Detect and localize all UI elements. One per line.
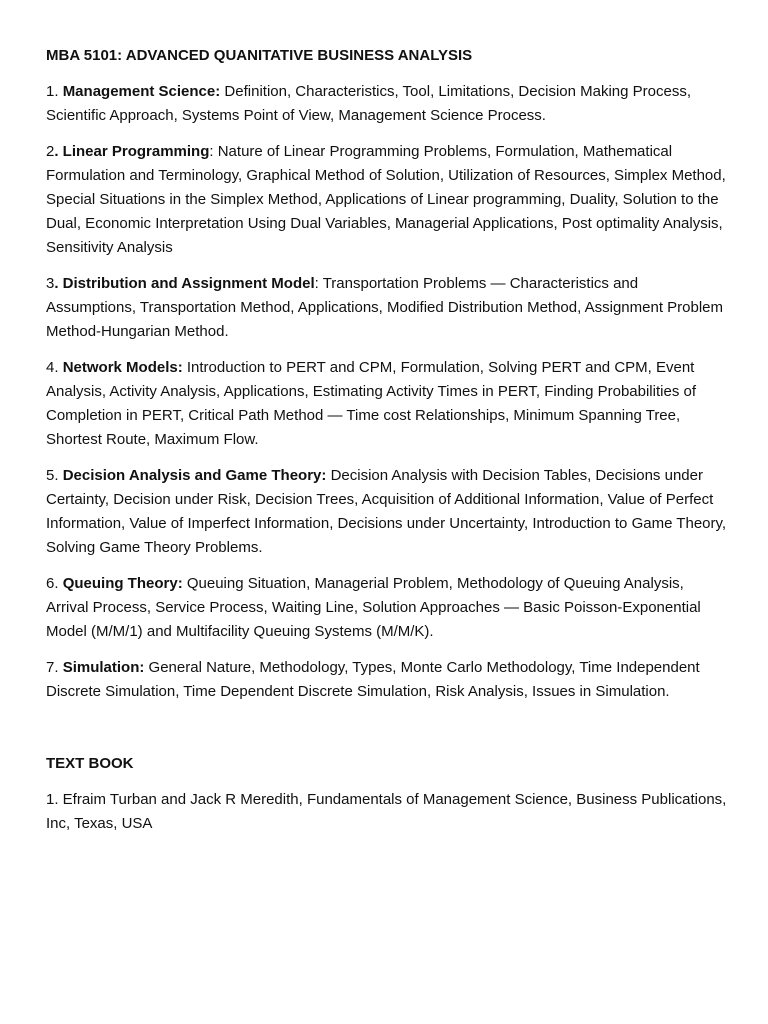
- topic-heading: Network Models:: [62, 359, 183, 376]
- topic-4: [46, 356, 728, 452]
- topic-body: Decision Analysis with Decision Tables, Decisions under Certainty, Decision under Risk, Decision Trees, Acquisition of Additional Information, Value of Perfect Information, Value of Imperfect Information, Decisions under Uncertainty, Introduction to Game Theory, Solving Game Theory Problems.: [46, 467, 727, 556]
- topic-body: : Nature of Linear Programming Problems, Formulation, Mathematical Formulation and Terminology, Graphical Method of Solution, Utilization of Resources, Simplex Method, Special Situations in the Simplex Method, Applications of Linear programming, Duality, Solution to the Dual, Economic Interpretation Using Dual Variables, Managerial Applications, Post optimality Analysis, Sensitivity Analysis: [46, 143, 726, 256]
- topic-body: Introduction to PERT and CPM, Formulation, Solving PERT and CPM, Event Analysis, Activity Analysis, Applications, Estimating Activity Times in PERT, Finding Probabilities of Completion in PERT, Critical Path Method — Time cost Relationships, Minimum Spanning Tree, Shortest Route, Maximum Flow.: [46, 359, 696, 448]
- topic-heading: Simulation:: [62, 659, 145, 676]
- topic-number: 6.: [46, 575, 59, 592]
- textbook-heading: TEXT BOOK: [46, 755, 134, 772]
- document-page: [46, 44, 728, 836]
- topic-number: 4.: [46, 359, 59, 376]
- section-spacer: [46, 716, 728, 752]
- topic-heading: Decision Analysis and Game Theory:: [62, 467, 327, 484]
- topic-body: : Transportation Problems — Characteristics and Assumptions, Transportation Method, Applications, Modified Distribution Method, Assignment Problem Method-Hungarian Method.: [46, 275, 724, 340]
- topic-2: [46, 140, 728, 260]
- topic-body: Definition, Characteristics, Tool, Limitations, Decision Making Process, Scientific Approach, Systems Point of View, Management Science Process.: [46, 83, 691, 124]
- topic-5: [46, 464, 728, 560]
- topic-body: General Nature, Methodology, Types, Monte Carlo Methodology, Time Independent Discrete Simulation, Time Dependent Discrete Simulation, Risk Analysis, Issues in Simulation.: [46, 659, 700, 700]
- topic-3: [46, 272, 728, 344]
- topic-1: [46, 80, 728, 128]
- textbook-reference: 1. Efraim Turban and Jack R Meredith, Fundamentals of Management Science, Business Publications, Inc, Texas, USA: [46, 791, 727, 832]
- topic-number: 5.: [46, 467, 59, 484]
- topic-number: 7.: [46, 659, 59, 676]
- topic-6: [46, 572, 728, 644]
- document-title: MBA 5101: ADVANCED QUANITATIVE BUSINESS ANALYSIS: [46, 47, 473, 64]
- topic-heading: . Distribution and Assignment Model: [54, 275, 315, 292]
- topic-heading: Management Science:: [62, 83, 221, 100]
- topic-heading: Queuing Theory:: [62, 575, 183, 592]
- topic-number: 3: [46, 275, 55, 292]
- topic-number: 2: [46, 143, 55, 160]
- topic-heading: . Linear Programming: [54, 143, 210, 160]
- topic-number: 1.: [46, 83, 59, 100]
- topic-7: [46, 656, 728, 704]
- topic-body: Queuing Situation, Managerial Problem, Methodology of Queuing Analysis, Arrival Process, Service Process, Waiting Line, Solution Approaches — Basic Poisson-Exponential Model (M/M/1) and Multifacility Queuing Systems (M/M/K).: [46, 575, 701, 640]
